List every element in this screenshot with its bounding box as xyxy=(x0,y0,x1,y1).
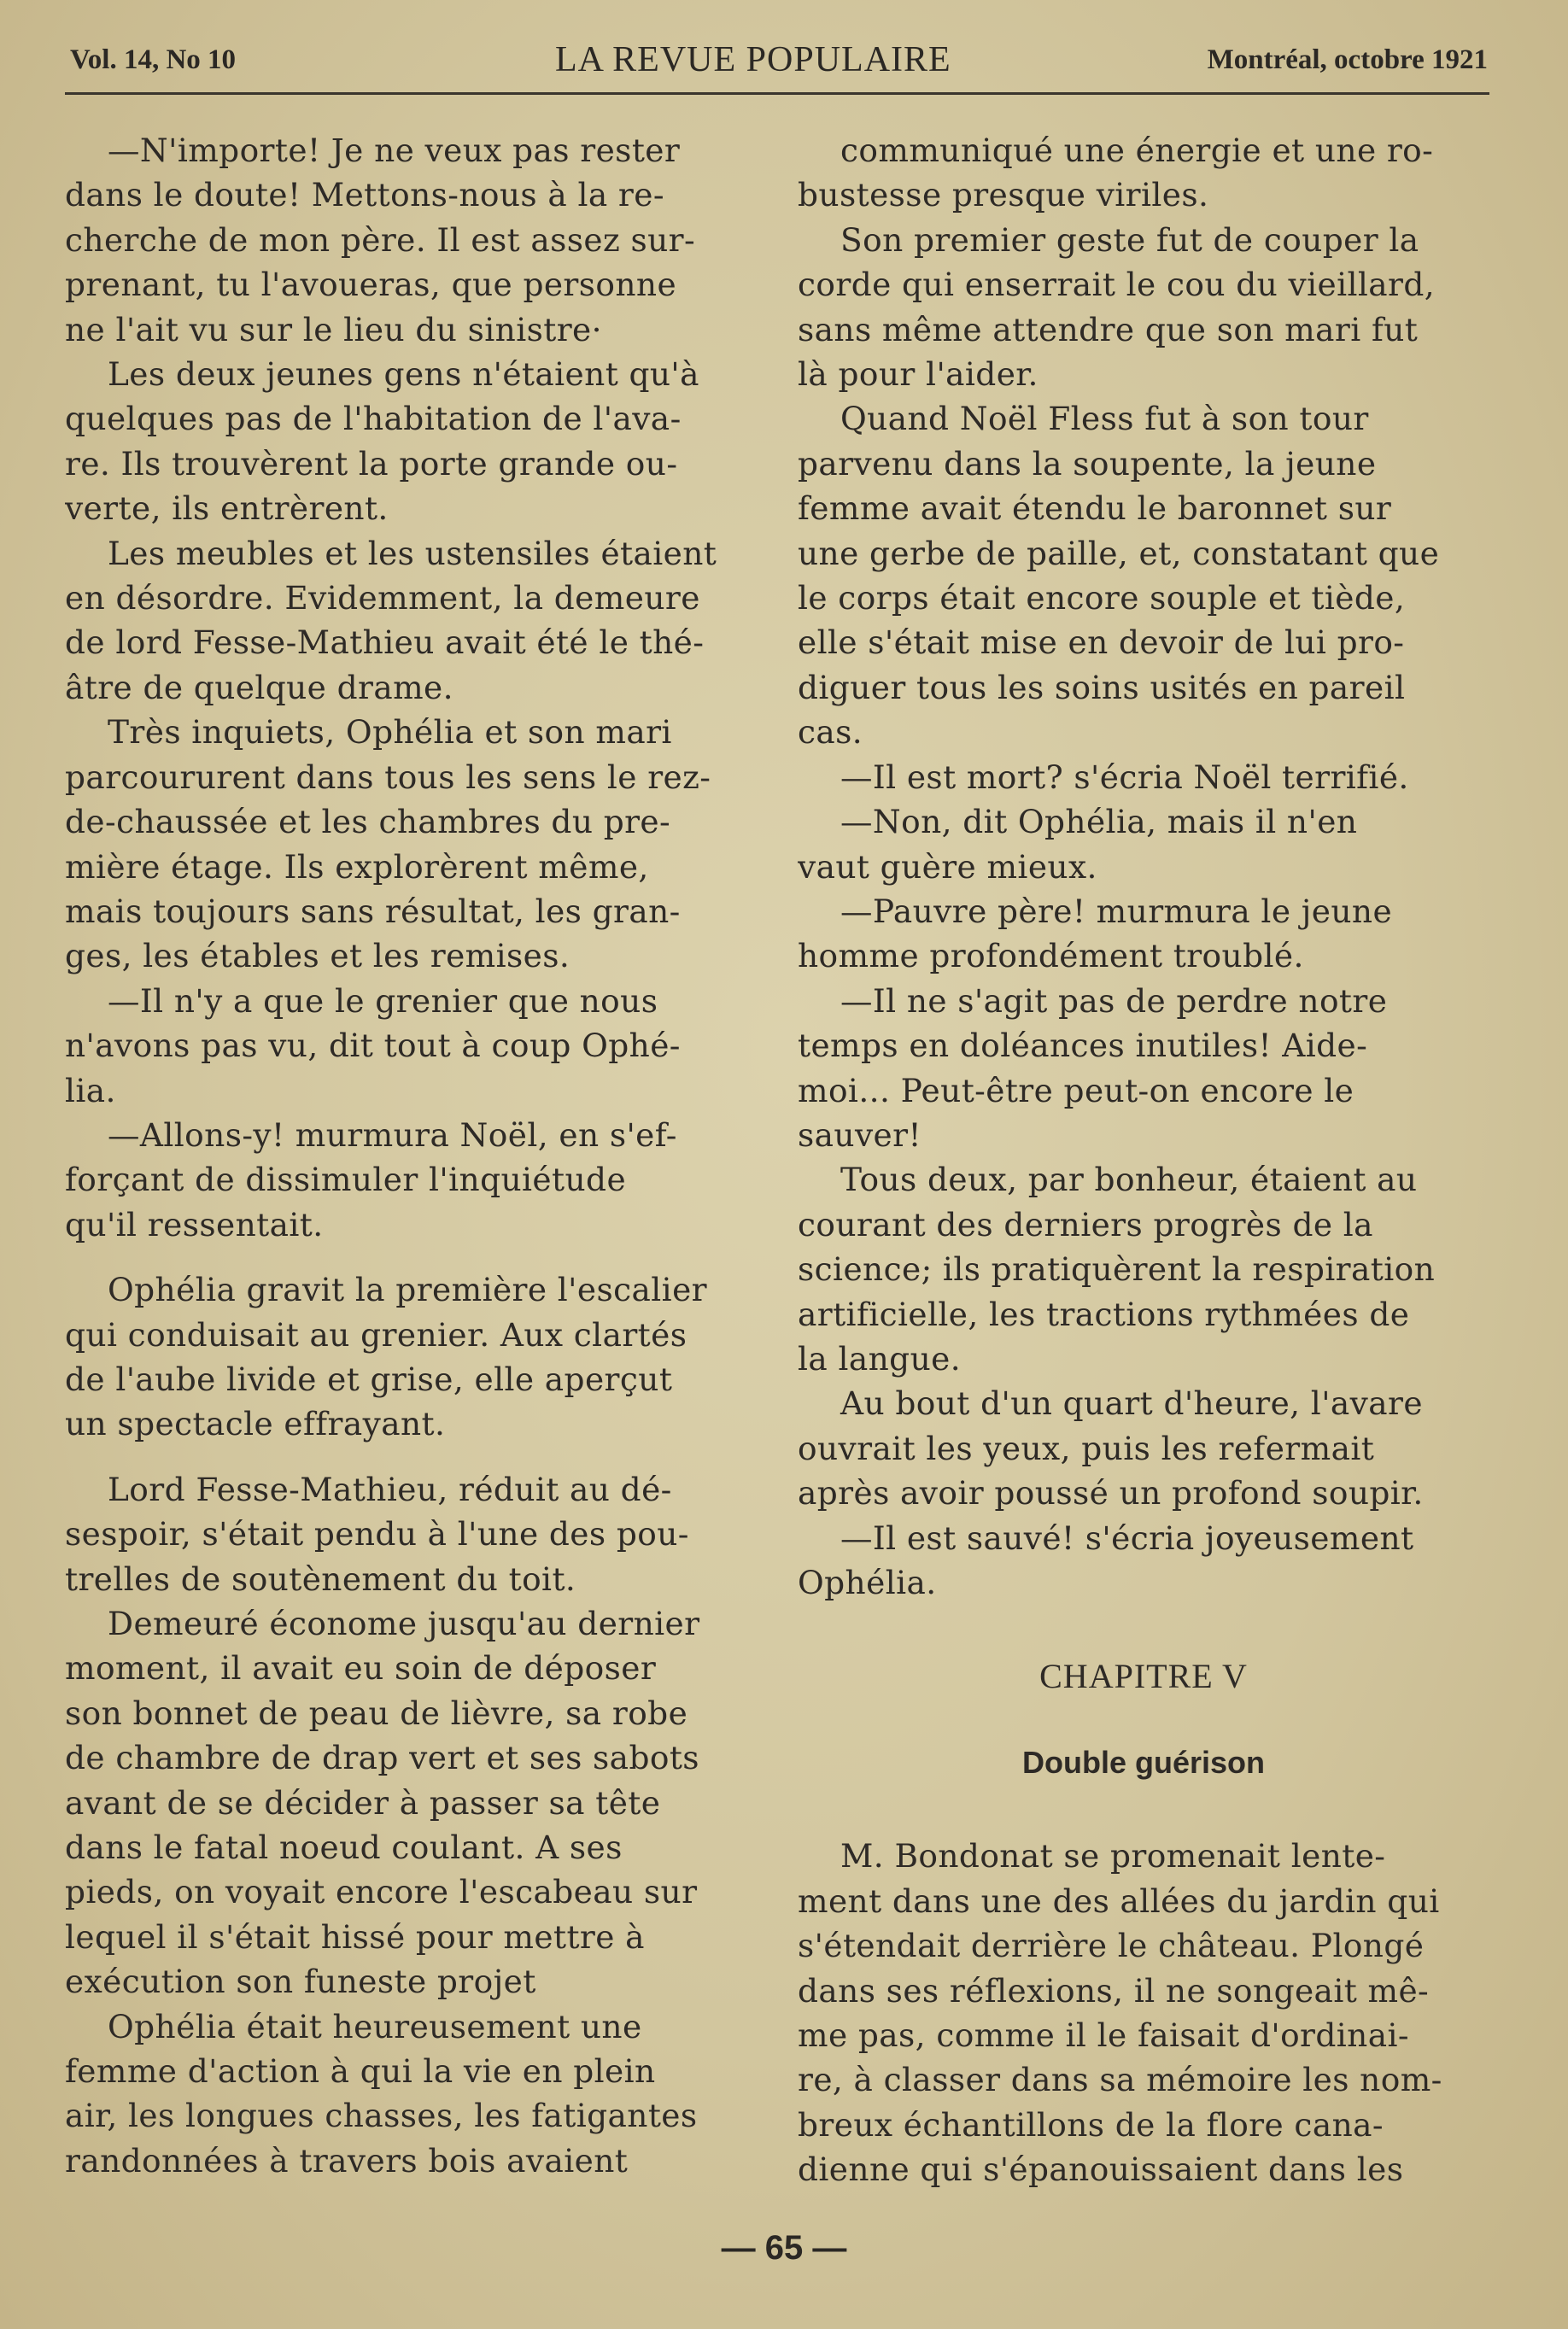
text-line: moment, il avait eu soin de déposer xyxy=(65,1649,657,1688)
text-line: parcoururent dans tous les sens le rez- xyxy=(65,758,711,796)
text-line: cherche de mon père. Il est assez sur- xyxy=(65,220,696,259)
paragraph xyxy=(65,1267,757,1447)
text-line: Les deux jeunes gens n'étaient qu'à xyxy=(108,355,699,394)
text-line: qu'il ressentait. xyxy=(65,1205,324,1243)
text-line: corde qui enserrait le cou du vieillard, xyxy=(798,266,1436,304)
text-line: là pour l'aider. xyxy=(798,355,1039,394)
text-line: Tous deux, par bonheur, étaient au xyxy=(840,1161,1418,1199)
text-line: forçant de dissimuler l'inquiétude xyxy=(65,1161,627,1199)
text-line: elle s'était mise en devoir de lui pro- xyxy=(798,623,1405,662)
text-line: homme profondément troublé. xyxy=(798,937,1304,975)
text-line: qui conduisait au grenier. Aux clartés xyxy=(65,1315,687,1354)
paragraph xyxy=(65,352,757,531)
text-line: bustesse presque viriles. xyxy=(798,176,1209,214)
text-line: parvenu dans la soupente, la jeune xyxy=(798,444,1377,483)
text-line: —Il est mort? s'écria Noël terrifié. xyxy=(840,758,1409,796)
text-line: un spectacle effrayant. xyxy=(65,1405,446,1443)
magazine-title: LA REVUE POPULAIRE xyxy=(555,40,951,79)
text-line: —Il ne s'agit pas de perdre notre xyxy=(840,981,1388,1020)
text-line: temps en doléances inutiles! Aide- xyxy=(798,1027,1368,1065)
text-line: exécution son funeste projet xyxy=(65,1963,536,2001)
text-line: son bonnet de peau de lièvre, sa robe xyxy=(65,1694,688,1732)
paragraph xyxy=(65,2004,757,2184)
paragraph xyxy=(798,1157,1489,1381)
paragraph xyxy=(798,1381,1489,1515)
text-line: mais toujours sans résultat, les gran- xyxy=(65,892,681,930)
paragraph xyxy=(798,889,1489,979)
page-number: — 65 — xyxy=(721,2229,847,2267)
text-line: dans le fatal noeud coulant. A ses xyxy=(65,1829,623,1867)
text-line: le corps était encore souple et tiède, xyxy=(798,579,1406,617)
paragraph xyxy=(65,1113,757,1247)
text-line: M. Bondonat se promenait lente- xyxy=(840,1837,1386,1875)
text-line: —Il n'y a que le grenier que nous xyxy=(108,981,658,1020)
paragraph-gap xyxy=(65,1247,757,1267)
page-header xyxy=(70,39,1488,82)
right-column-bottom xyxy=(798,1834,1489,2191)
text-line: dienne qui s'épanouissaient dans les xyxy=(798,2151,1404,2189)
text-line: prenant, tu l'avoueras, que personne xyxy=(65,266,677,304)
paragraph xyxy=(798,1516,1489,1606)
text-line: me pas, comme il le faisait d'ordinai- xyxy=(798,2016,1409,2055)
text-line: Son premier geste fut de couper la xyxy=(840,220,1419,259)
left-column xyxy=(65,128,757,2183)
text-line: Ophélia. xyxy=(798,1564,937,1601)
text-line: femme avait étendu le baronnet sur xyxy=(798,489,1392,528)
text-line: sespoir, s'était pendu à l'une des pou- xyxy=(65,1515,689,1554)
text-line: diguer tous les soins usités en pareil xyxy=(798,668,1406,706)
paragraph xyxy=(65,979,757,1113)
text-line: trelles de soutènement du toit. xyxy=(65,1559,576,1598)
text-line: artificielle, les tractions rythmées de xyxy=(798,1295,1410,1333)
text-line: randonnées à travers bois avaient xyxy=(65,2141,629,2180)
chapter-heading: CHAPITRE V xyxy=(1039,1657,1248,1696)
text-line: Ophélia gravit la première l'escalier xyxy=(108,1271,707,1309)
text-line: re. Ils trouvèrent la porte grande ou- xyxy=(65,444,678,483)
paragraph-gap xyxy=(65,1447,757,1467)
text-line: s'étendait derrière le château. Plongé xyxy=(798,1927,1425,1965)
text-line: femme d'action à qui la vie en plein xyxy=(65,2052,656,2091)
paragraph xyxy=(65,531,757,711)
paragraph xyxy=(65,710,757,978)
text-line: la langue. xyxy=(798,1339,962,1378)
text-line: moi... Peut-être peut-on encore le xyxy=(798,1071,1354,1109)
paragraph xyxy=(798,1834,1489,2191)
text-line: Demeuré économe jusqu'au dernier xyxy=(108,1605,700,1642)
text-line: de l'aube livide et grise, elle aperçut xyxy=(65,1360,673,1398)
issue-date: Montréal, octobre 1921 xyxy=(1207,44,1488,75)
right-column-top xyxy=(798,128,1489,1605)
text-line: avant de se décider à passer sa tête xyxy=(65,1783,661,1822)
text-line: ment dans une des allées du jardin qui xyxy=(798,1881,1440,1920)
text-line: sans même attendre que son mari fut xyxy=(798,310,1419,348)
header-rule xyxy=(65,92,1489,95)
paragraph xyxy=(798,396,1489,754)
text-line: ne l'ait vu sur le lieu du sinistre· xyxy=(65,310,602,348)
text-line: ges, les étables et les remises. xyxy=(65,937,570,975)
text-line: Lord Fesse-Mathieu, réduit au dé- xyxy=(108,1470,672,1508)
text-line: —Il est sauvé! s'écria joyeusement xyxy=(840,1519,1414,1557)
text-line: re, à classer dans sa mémoire les nom- xyxy=(798,2061,1442,2099)
text-line: —Allons-y! murmura Noël, en s'ef- xyxy=(108,1115,677,1154)
volume-label: Vol. 14, No 10 xyxy=(70,44,237,75)
text-line: breux échantillons de la flore cana- xyxy=(798,2105,1384,2144)
text-line: quelques pas de l'habitation de l'ava- xyxy=(65,400,682,438)
text-line: mière étage. Ils explorèrent même, xyxy=(65,847,649,886)
paragraph xyxy=(798,128,1489,218)
text-line: lequel il s'était hissé pour mettre à xyxy=(65,1917,645,1956)
text-line: ouvrait les yeux, puis les refermait xyxy=(798,1429,1375,1467)
paragraph xyxy=(798,979,1489,1158)
paragraph xyxy=(65,128,757,352)
text-line: après avoir poussé un profond soupir. xyxy=(798,1474,1424,1513)
text-line: air, les longues chasses, les fatigantes xyxy=(65,2097,698,2135)
paragraph xyxy=(798,755,1489,799)
text-line: verte, ils entrèrent. xyxy=(65,489,389,528)
text-line: science; ils pratiquèrent la respiration xyxy=(798,1250,1436,1289)
text-line: courant des derniers progrès de la xyxy=(798,1205,1373,1243)
text-line: de lord Fesse-Mathieu avait été le thé- xyxy=(65,623,705,662)
text-line: —Non, dit Ophélia, mais il n'en xyxy=(840,803,1358,841)
text-line: n'avons pas vu, dit tout à coup Ophé- xyxy=(65,1027,681,1065)
paragraph xyxy=(798,799,1489,889)
text-line: âtre de quelque drame. xyxy=(65,668,453,706)
text-line: lia. xyxy=(65,1071,116,1109)
text-line: Au bout d'un quart d'heure, l'avare xyxy=(840,1384,1423,1423)
text-line: Très inquiets, Ophélia et son mari xyxy=(108,713,672,752)
paragraph xyxy=(798,218,1489,397)
text-line: Ophélia était heureusement une xyxy=(108,2007,642,2045)
text-line: sauver! xyxy=(798,1115,921,1154)
text-line: de-chaussée et les chambres du pre- xyxy=(65,803,671,841)
text-line: cas. xyxy=(798,713,863,752)
paragraph xyxy=(65,1467,757,1601)
paragraph xyxy=(65,1601,757,2004)
text-line: en désordre. Evidemment, la demeure xyxy=(65,579,700,617)
text-line: —N'importe! Je ne veux pas rester xyxy=(108,132,681,169)
text-line: vaut guère mieux. xyxy=(798,847,1097,886)
chapter-subtitle: Double guérison xyxy=(1021,1745,1265,1781)
text-line: dans ses réflexions, il ne songeait mê- xyxy=(798,1971,1430,2010)
text-line: pieds, on voyait encore l'escabeau sur xyxy=(65,1873,698,1911)
text-line: —Pauvre père! murmura le jeune xyxy=(840,892,1393,930)
text-line: communiqué une énergie et une ro- xyxy=(840,132,1434,169)
text-line: une gerbe de paille, et, constatant que xyxy=(798,534,1440,572)
text-line: Quand Noël Fless fut à son tour xyxy=(840,400,1369,438)
text-line: dans le doute! Mettons-nous à la re- xyxy=(65,176,664,214)
text-line: de chambre de drap vert et ses sabots xyxy=(65,1739,699,1777)
text-line: Les meubles et les ustensiles étaient xyxy=(108,534,717,572)
right-column xyxy=(798,128,1489,2192)
